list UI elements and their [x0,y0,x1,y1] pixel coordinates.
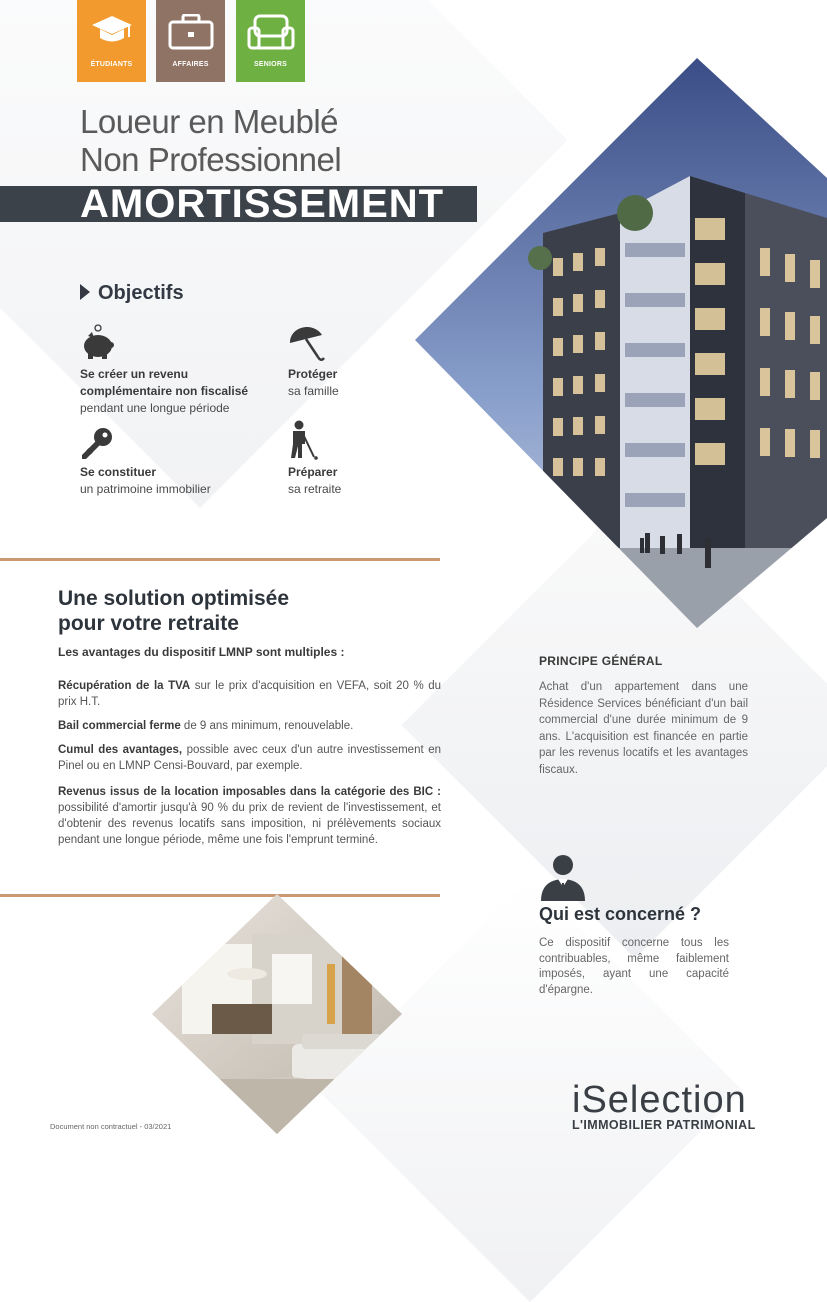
tab-affaires[interactable] [156,0,225,82]
avantage-bail [58,718,441,734]
avantage-text: de 9 ans minimum, renouvelable. [180,720,354,732]
avantage-text: sur le prix d'acquisition en VEFA, soit 20 % du prix H.T. [58,680,441,708]
objectif-item-preparer [288,464,408,498]
avantage-text: possibilité d'amortir jusqu'à 90 % du prix de revient de l'investissement, et d'obtenir des revenus locatifs sans imposition, ni prélèvements sociaux pendant une longue période, même une fois l'emprunt terminé. [58,802,441,846]
title-line-1: Loueur en Meublé [80,103,339,140]
principe-text: Achat d'un appartement dans une Résidence Services bénéficiant d'un bail commercial d'une durée minimum de 9 ans. L'acquisition est financée en partie par les revenus locatifs et les avantages fiscaux. [539,681,748,776]
objectif-bold: Se constituer [80,465,157,479]
avantage-bold: Bail commercial ferme [58,720,181,732]
solution-heading-line-1: Une solution optimisée [58,587,290,610]
objectif-bold: Se créer un revenu complémentaire non fiscalisé [80,367,249,398]
tab-seniors[interactable] [236,0,305,82]
chevron-right-icon [80,284,90,300]
objectif-item-patrimoine [80,464,280,498]
avantage-cumul [58,742,441,774]
avantage-revenus [58,784,441,848]
tab-label: ÉTUDIANTS [90,61,133,68]
footer-note: Document non contractuel - 03/2021 [50,1122,172,1131]
briefcase-icon [168,14,214,50]
objectif-bold: Préparer [288,465,338,479]
title-bar [0,182,477,226]
tab-label: SENIORS [254,61,287,68]
objectif-text: pendant une longue période [80,401,230,415]
objectif-text: sa famille [288,384,339,398]
tab-etudiants[interactable] [77,0,146,82]
solution-heading [58,586,289,636]
objectif-text: sa retraite [288,482,342,496]
divider-top [0,558,440,561]
graduation-cap-icon [90,14,134,46]
brand-logo: iSelection [572,1079,747,1121]
avantage-bold: Revenus issus de la location imposables dans la catégorie des BIC : [58,786,441,798]
umbrella-icon [288,327,326,368]
qui-heading: Qui est concerné ? [539,904,702,924]
objectif-bold: Protéger [288,367,338,381]
objectif-item-revenu [80,366,280,417]
objectifs-heading [80,282,184,305]
page-title [80,103,341,179]
solution-subheading: Les avantages du dispositif LMNP sont multiples : [58,645,345,659]
golfer-icon [288,420,318,465]
objectif-text: un patrimoine immobilier [80,482,211,496]
qui-text: Ce dispositif concerne tous les contribuables, même faiblement imposés, ayant une capacité d'épargne. [539,937,729,996]
solution-heading-line-2: pour votre retraite [58,612,239,635]
key-icon [80,426,114,465]
title-line-2: Non Professionnel [80,141,342,178]
avantage-bold: Cumul des avantages, [58,744,183,756]
avantage-text: possible avec ceux d'un autre investissement en Pinel ou en LMNP Censi-Bouvard, par exemple. [58,744,441,772]
businessman-icon [539,854,587,907]
piggy-bank-icon [80,322,116,365]
objectif-item-proteger [288,366,408,400]
armchair-icon [247,14,295,52]
title-main: AMORTISSEMENT [80,182,445,226]
interior-image [152,894,432,1134]
objectifs-title: Objectifs [98,282,184,304]
avantage-bold: Récupération de la TVA [58,680,191,692]
building-image [415,58,827,628]
principe-heading: PRINCIPE GÉNÉRAL [539,654,663,668]
tab-label: AFFAIRES [172,61,209,68]
brand-tagline: L'IMMOBILIER PATRIMONIAL [572,1118,756,1132]
avantage-tva [58,678,441,710]
